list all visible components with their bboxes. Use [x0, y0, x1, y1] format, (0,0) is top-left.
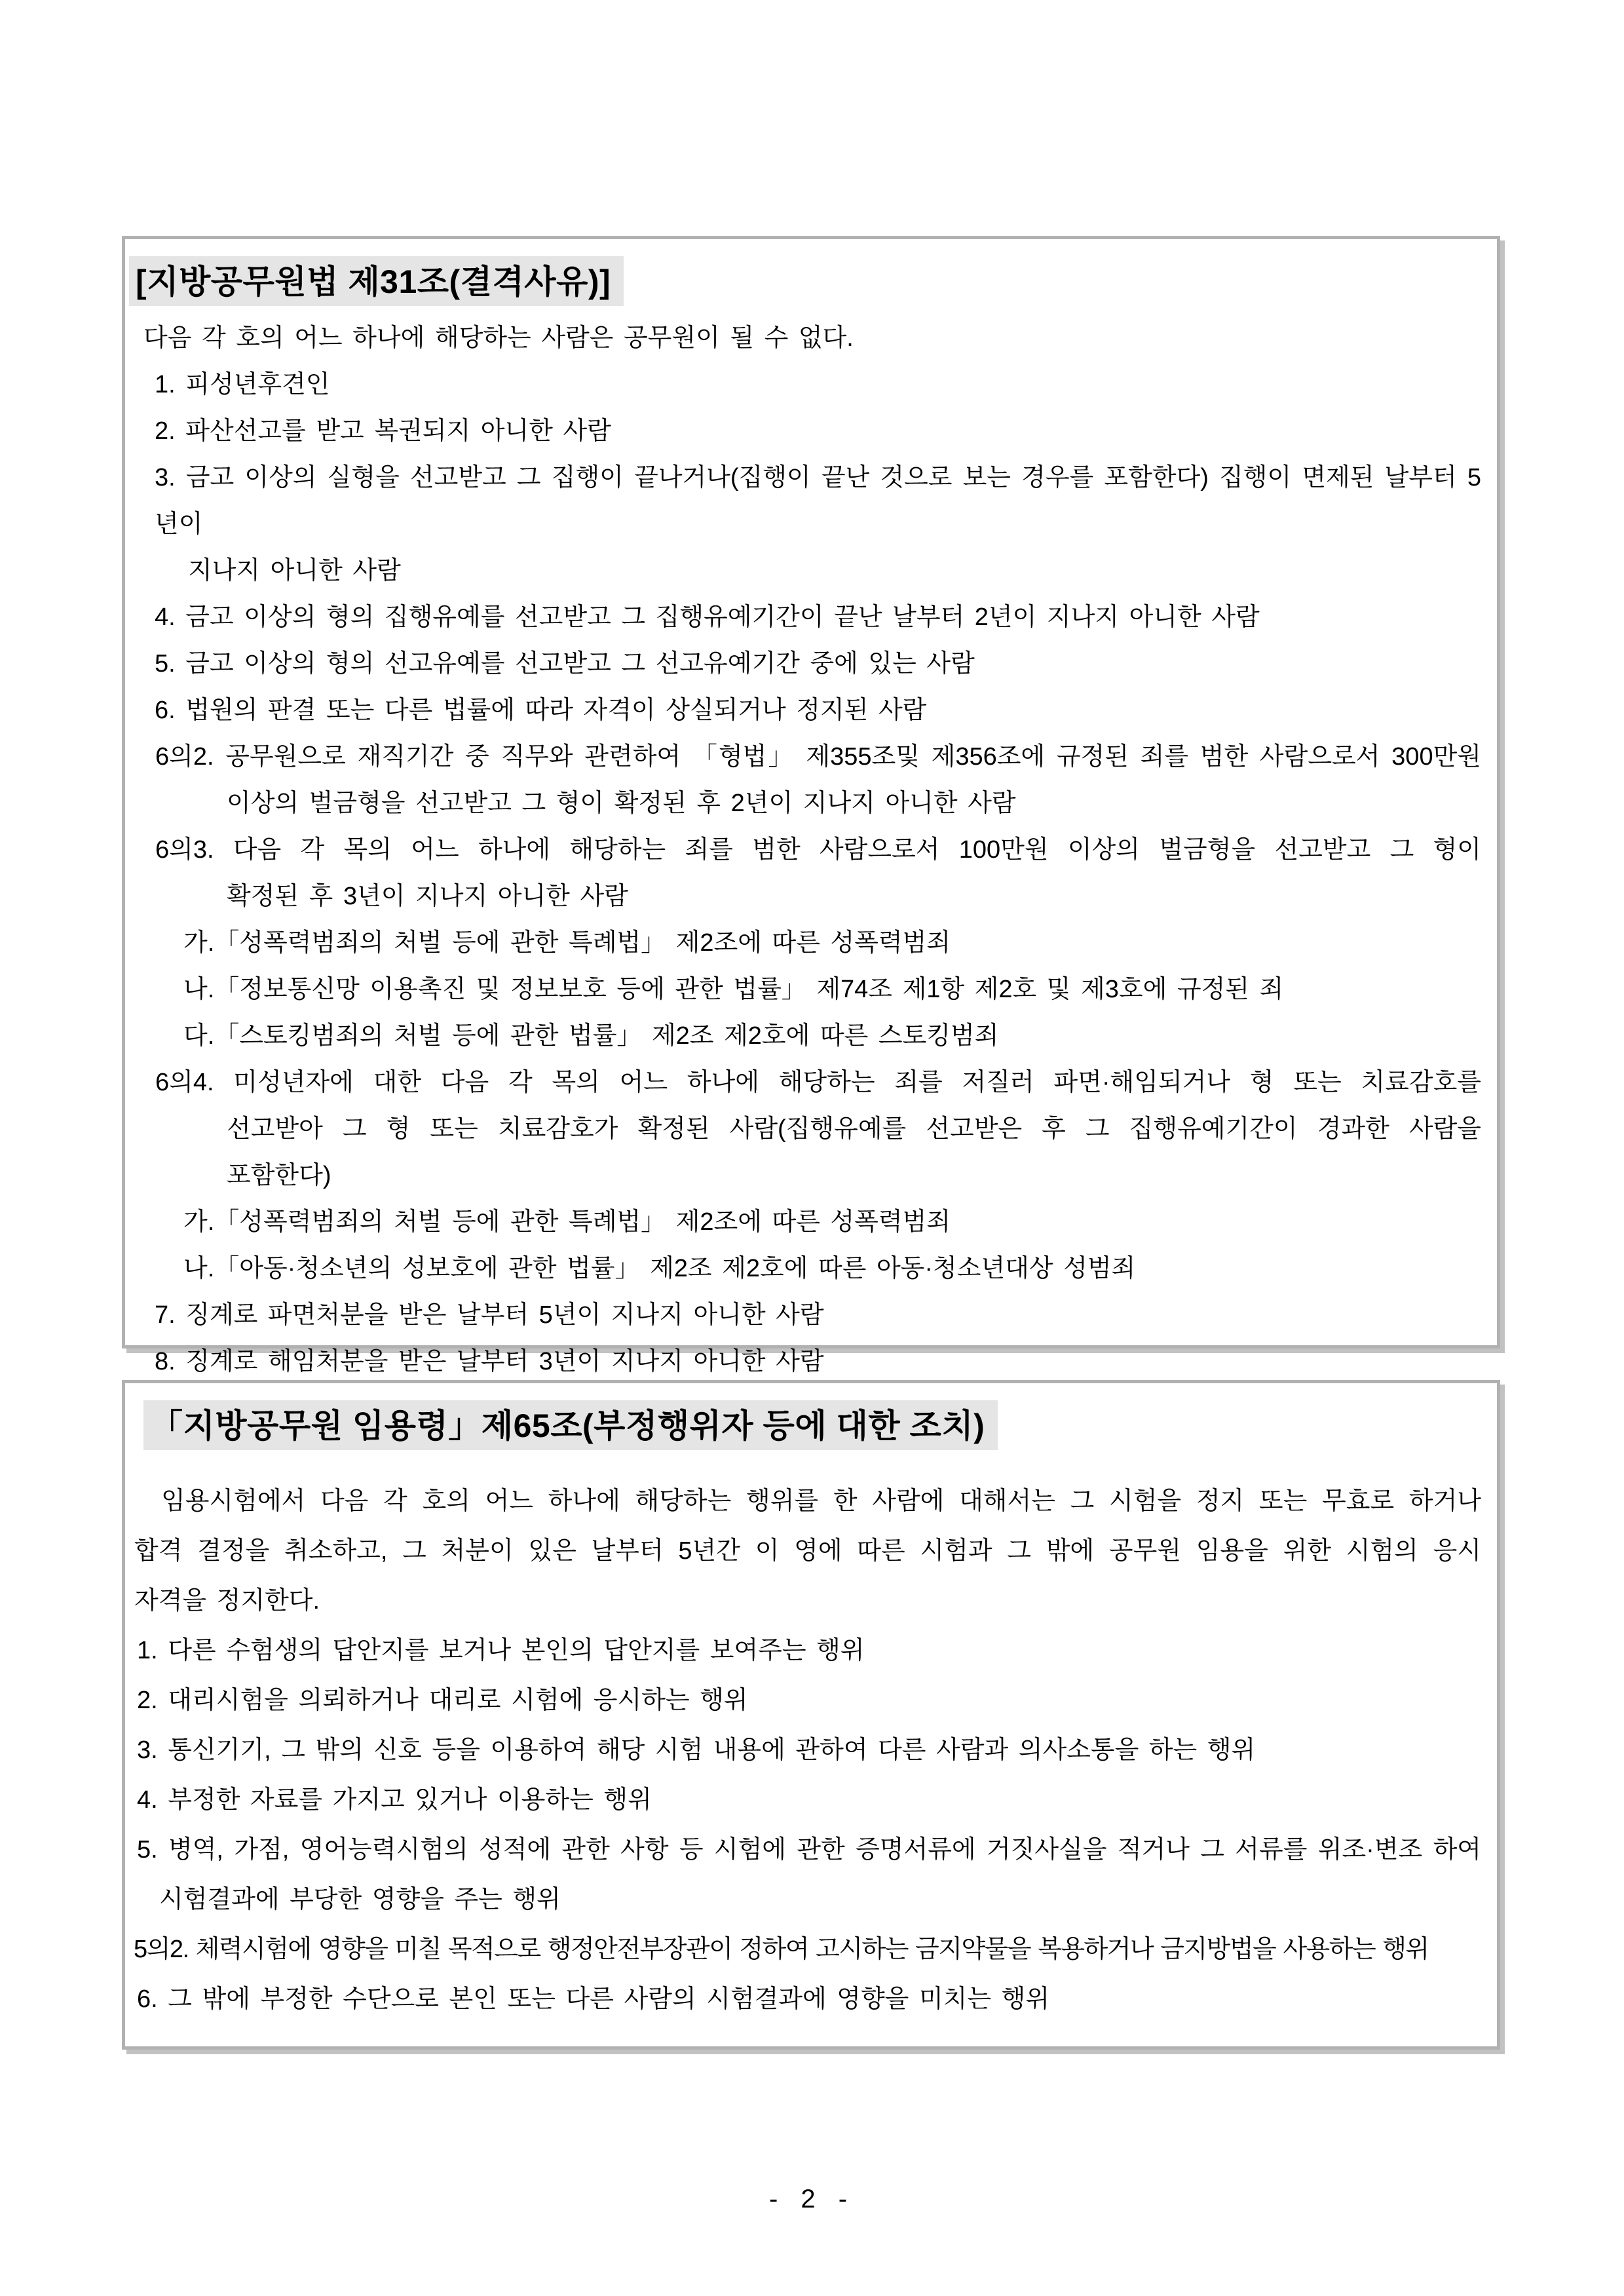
- list-item: [125, 827, 1481, 920]
- list-item: [125, 455, 1481, 594]
- text-line: 2. 파산선고를 받고 복권되지 아니한 사람: [155, 417, 611, 445]
- text-line: 4. 금고 이상의 형의 집행유예를 선고받고 그 집행유예기간이 끝난 날부터 2년이 지나지 아니한 사람: [155, 603, 1260, 631]
- text-line: 가.「성폭력범죄의 처벌 등에 관한 특례법」 제2조에 따른 성폭력범죄: [183, 1208, 951, 1236]
- text-line: 5. 금고 이상의 형의 선고유예를 선고받고 그 선고유예기간 중에 있는 사람: [155, 649, 975, 678]
- box2-item-list: [125, 1476, 1497, 2024]
- box1-title-wrap: [129, 256, 1497, 306]
- text-line: 임용시험에서 다음 각 호의 어느 하나에 해당하는 행위를 한 사람에 대해서는 그 시험을 정지 또는 무효로 하거나: [161, 1487, 1481, 1515]
- text-line: 이상의 벌금형을 선고받고 그 형이 확정된 후 2년이 지나지 아니한 사람: [227, 789, 1016, 817]
- law-box-article-65: [122, 1380, 1500, 2050]
- text-line: 4. 부정한 자료를 가지고 있거나 이용하는 행위: [137, 1786, 652, 1814]
- text-line: 다.「스토킹범죄의 처벌 등에 관한 법률」 제2조 제2호에 따른 스토킹범죄: [183, 1022, 999, 1050]
- list-item: [125, 408, 1481, 455]
- list-item: [125, 1924, 1481, 1974]
- list-item: [125, 1292, 1481, 1339]
- list-item: [125, 641, 1481, 687]
- text-line: 5의2. 체력시험에 영향을 미칠 목적으로 행정안전부장관이 정하여 고시하는 금지약물을 복용하거나 금지방법을 사용하는 행위: [134, 1935, 1429, 1963]
- list-item: [125, 1060, 1481, 1199]
- box1-item-list: [125, 315, 1497, 1385]
- page-number: - 2 -: [768, 2185, 856, 2213]
- list-item: [125, 1974, 1481, 2024]
- text-line: 7. 징계로 파면처분을 받은 날부터 5년이 지나지 아니한 사람: [155, 1301, 824, 1329]
- text-line: 나.「아동·청소년의 성보호에 관한 법률」 제2조 제2호에 따른 아동·청소년대상 성범죄: [183, 1254, 1136, 1282]
- text-line: 가.「성폭력범죄의 처벌 등에 관한 특례법」 제2조에 따른 성폭력범죄: [183, 928, 951, 957]
- text-line: 자격을 정지한다.: [134, 1586, 320, 1615]
- text-line: 1. 피성년후견인: [155, 370, 330, 398]
- list-item: [125, 1775, 1481, 1825]
- text-line: 나.「정보통신망 이용촉진 및 정보보호 등에 관한 법률」 제74조 제1항 제2호 및 제3호에 규정된 죄: [183, 975, 1284, 1003]
- list-item: [125, 1476, 1481, 1626]
- list-item: [125, 966, 1481, 1013]
- text-line: 다음 각 호의 어느 하나에 해당하는 사람은 공무원이 될 수 없다.: [143, 324, 854, 352]
- list-item: [125, 1626, 1481, 1675]
- list-item: [125, 920, 1481, 966]
- text-line: 합격 결정을 취소하고, 그 처분이 있은 날부터 5년간 이 영에 따른 시험과 그 밖에 공무원 임용을 위한 시험의 응시: [134, 1537, 1481, 1565]
- list-item: [125, 1246, 1481, 1292]
- text-line: 시험결과에 부당한 영향을 주는 행위: [159, 1885, 561, 1913]
- list-item: [125, 1725, 1481, 1775]
- text-line: 5. 병역, 가점, 영어능력시험의 성적에 관한 사항 등 시험에 관한 증명서류에 거짓사실을 적거나 그 서류를 위조·변조 하여: [137, 1835, 1481, 1864]
- text-line: 6의3. 다음 각 목의 어느 하나에 해당하는 죄를 범한 사람으로서 100만원 이상의 벌금형을 선고받고 그 형이: [155, 835, 1481, 864]
- box1-title: [지방공무원법 제31조(결격사유)]: [129, 256, 624, 306]
- list-item: [125, 734, 1481, 827]
- text-line: 6. 그 밖에 부정한 수단으로 본인 또는 다른 사람의 시험결과에 영향을 미치는 행위: [137, 1985, 1050, 2013]
- text-line: 지나지 아니한 사람: [188, 556, 401, 584]
- list-item: [125, 315, 1481, 362]
- text-line: 6의4. 미성년자에 대한 다음 각 목의 어느 하나에 해당하는 죄를 저질러 파면·해임되거나 형 또는 치료감호를: [155, 1068, 1481, 1096]
- list-item: [125, 1013, 1481, 1060]
- list-item: [125, 687, 1481, 734]
- text-line: 포함한다): [227, 1161, 331, 1189]
- box2-title: 「지방공무원 임용령」제65조(부정행위자 등에 대한 조치): [143, 1400, 998, 1450]
- text-line: 2. 대리시험을 의뢰하거나 대리로 시험에 응시하는 행위: [137, 1686, 748, 1714]
- text-line: 8. 징계로 해임처분을 받은 날부터 3년이 지나지 아니한 사람: [155, 1347, 824, 1375]
- text-line: 1. 다른 수험생의 답안지를 보거나 본인의 답안지를 보여주는 행위: [137, 1636, 865, 1664]
- box2-title-wrap: [143, 1400, 1497, 1450]
- text-line: 6. 법원의 판결 또는 다른 법률에 따라 자격이 상실되거나 정지된 사람: [155, 696, 927, 724]
- text-line: 6의2. 공무원으로 재직기간 중 직무와 관련하여 「형법」 제355조및 제356조에 규정된 죄를 범한 사람으로서 300만원: [155, 742, 1481, 771]
- list-item: [125, 1675, 1481, 1725]
- list-item: [125, 1339, 1481, 1385]
- text-line: 3. 통신기기, 그 밖의 신호 등을 이용하여 해당 시험 내용에 관하여 다른 사람과 의사소통을 하는 행위: [137, 1736, 1256, 1764]
- list-item: [125, 594, 1481, 641]
- text-line: 3. 금고 이상의 실형을 선고받고 그 집행이 끝나거나(집행이 끝난 것으로 보는 경우를 포함한다) 집행이 면제된 날부터 5년이: [155, 463, 1481, 538]
- text-line: 확정된 후 3년이 지나지 아니한 사람: [227, 882, 628, 910]
- list-item: [125, 1199, 1481, 1246]
- text-line: 선고받아 그 형 또는 치료감호가 확정된 사람(집행유예를 선고받은 후 그 집행유예기간이 경과한 사람을: [227, 1115, 1481, 1143]
- list-item: [125, 362, 1481, 408]
- law-box-article-31: [122, 236, 1500, 1375]
- list-item: [125, 1825, 1481, 1924]
